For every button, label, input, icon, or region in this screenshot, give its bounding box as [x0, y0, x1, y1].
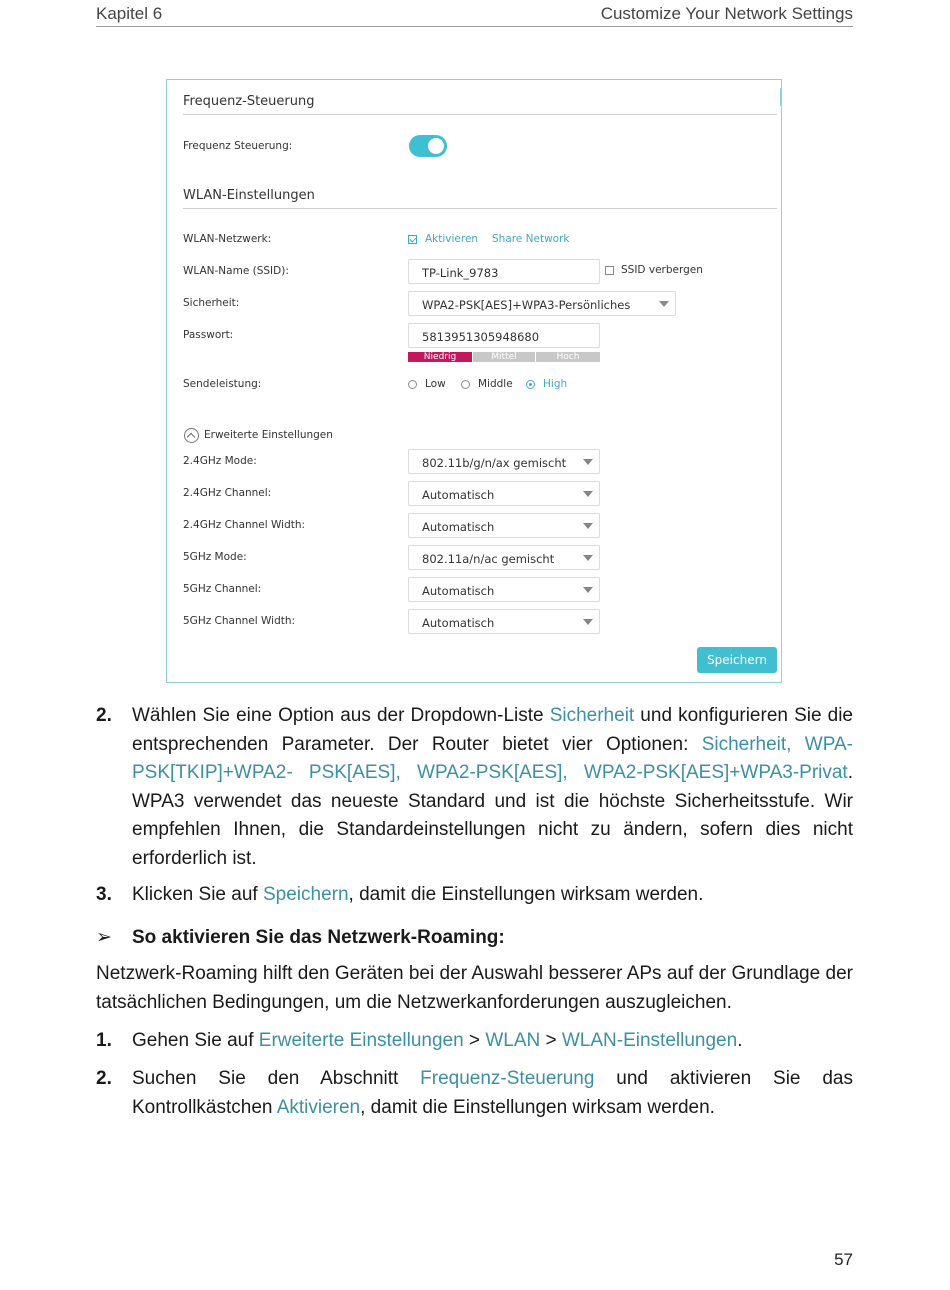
- power-high-label: High: [543, 378, 568, 390]
- step-number: 3.: [96, 884, 112, 905]
- width-5-select[interactable]: [408, 609, 600, 634]
- select-value: Automatisch: [422, 488, 495, 502]
- row-label: 5GHz Channel Width:: [183, 615, 296, 627]
- chevron-down-icon: [583, 459, 593, 465]
- row-label: 2.4GHz Mode:: [183, 455, 257, 467]
- power-high-radio[interactable]: [526, 380, 535, 389]
- strength-weak: Niedrig: [408, 352, 472, 362]
- roaming-paragraph: [96, 960, 853, 1017]
- channel-24-select[interactable]: [408, 481, 600, 506]
- collapse-icon[interactable]: [184, 428, 199, 443]
- ui-term: WLAN: [485, 1030, 541, 1051]
- power-low-radio[interactable]: [408, 380, 417, 389]
- heading-text: So aktivieren Sie das Netzwerk-Roaming:: [132, 927, 505, 948]
- row-label: 2.4GHz Channel:: [183, 487, 272, 499]
- row-label: 5GHz Mode:: [183, 551, 247, 563]
- text-run: >: [463, 1030, 486, 1051]
- router-settings-screenshot: [166, 79, 782, 683]
- section-title-wlan: WLAN-Einstellungen: [183, 188, 777, 209]
- row-label: 5GHz Channel:: [183, 583, 262, 595]
- mode-24-select[interactable]: [408, 449, 600, 474]
- step-number: 1.: [96, 1030, 112, 1051]
- page-header: [96, 2, 853, 27]
- save-button[interactable]: Speichern: [697, 647, 777, 673]
- strength-high: Hoch: [536, 352, 600, 362]
- security-value: WPA2-PSK[AES]+WPA3-Persönliches: [422, 298, 631, 312]
- enable-label[interactable]: Aktivieren: [425, 233, 479, 245]
- step-text: [132, 702, 853, 873]
- frequency-label: Frequenz Steuerung:: [183, 140, 293, 152]
- power-label: Sendeleistung:: [183, 378, 262, 390]
- password-label: Passwort:: [183, 329, 234, 341]
- step-text: [132, 1027, 853, 1056]
- text-run: , damit die Einstellungen wirksam werden.: [348, 884, 704, 905]
- power-low-label: Low: [425, 378, 446, 390]
- password-input[interactable]: 5813951305948680: [408, 323, 600, 348]
- ui-term: WLAN-Einstellungen: [561, 1030, 738, 1051]
- chapter-title: Customize Your Network Settings: [600, 4, 853, 23]
- security-select[interactable]: [408, 291, 676, 316]
- hide-ssid-label: SSID verbergen: [621, 264, 703, 276]
- chevron-down-icon: [583, 523, 593, 529]
- chevron-down-icon: [583, 619, 593, 625]
- text-run: Suchen Sie den Abschnitt: [132, 1068, 421, 1089]
- width-24-select[interactable]: [408, 513, 600, 538]
- panel-edge: [780, 88, 782, 106]
- section-title-frequency: Frequenz-Steuerung: [183, 94, 777, 115]
- ui-term: Erweiterte Einstellungen: [258, 1030, 464, 1051]
- ssid-label: WLAN-Name (SSID):: [183, 265, 289, 277]
- text-run: Wählen Sie eine Option aus der Dropdown-Liste: [132, 705, 550, 726]
- chapter-label: Kapitel 6: [96, 4, 163, 23]
- channel-5-select[interactable]: [408, 577, 600, 602]
- text-run: Klicken Sie auf: [132, 884, 263, 905]
- advanced-toggle-label[interactable]: Erweiterte Einstellungen: [204, 429, 333, 441]
- enable-checkbox[interactable]: [408, 235, 417, 244]
- text-run: Gehen Sie auf: [132, 1030, 259, 1051]
- step-number: 2.: [96, 705, 112, 726]
- ui-term: Aktivieren: [276, 1096, 361, 1118]
- share-network-link[interactable]: Share Network: [492, 233, 570, 245]
- power-middle-label: Middle: [478, 378, 513, 390]
- select-value: 802.11a/n/ac gemischt: [422, 552, 555, 566]
- text-run: , damit die Einstellungen wirksam werden.: [360, 1096, 715, 1118]
- select-value: Automatisch: [422, 616, 495, 630]
- row-label: 2.4GHz Channel Width:: [183, 519, 306, 531]
- select-value: Automatisch: [422, 520, 495, 534]
- frequency-toggle[interactable]: [409, 135, 447, 157]
- chevron-down-icon: [583, 555, 593, 561]
- hide-ssid-checkbox[interactable]: [605, 266, 614, 275]
- ssid-input[interactable]: TP-Link_9783: [408, 259, 600, 284]
- toggle-knob: [428, 138, 444, 154]
- strength-medium: Mittel: [473, 352, 535, 362]
- arrow-bullet-icon: ➢: [96, 927, 112, 948]
- power-middle-radio[interactable]: [461, 380, 470, 389]
- chevron-down-icon: [583, 491, 593, 497]
- page-number: 57: [834, 1250, 853, 1269]
- step-text: [132, 1065, 853, 1122]
- ui-term: Speichern: [262, 884, 349, 905]
- step-number: 2.: [96, 1068, 112, 1089]
- chevron-down-icon: [583, 587, 593, 593]
- ui-term: Sicherheit, WPA-PSK[TKIP]+WPA2- PSK[AES], WPA2-PSK[AES], WPA2-PSK[AES]+WPA3-Privat: [132, 733, 853, 783]
- chevron-down-icon: [659, 301, 669, 307]
- text-run: und aktivieren Sie das Kontrollkästchen: [132, 1068, 853, 1118]
- text-run: und konfigurieren Sie die entsprechenden Parameter. Der Router bietet vier Optionen:: [132, 705, 853, 755]
- ui-term: Sicherheit: [549, 705, 635, 726]
- security-label: Sicherheit:: [183, 297, 240, 309]
- step-text: [132, 881, 853, 910]
- paragraph-text: Netzwerk-Roaming hilft den Geräten bei der Auswahl besserer APs auf der Grundlage der tatsächlichen Bedingungen, um die Netzwerkanforderungen auszugleichen.: [96, 963, 853, 1013]
- network-label: WLAN-Netzwerk:: [183, 233, 272, 245]
- ui-term: Frequenz-Steuerung: [420, 1068, 595, 1089]
- text-run: .: [737, 1030, 743, 1051]
- text-run: >: [540, 1030, 562, 1051]
- select-value: Automatisch: [422, 584, 495, 598]
- mode-5-select[interactable]: [408, 545, 600, 570]
- text-run: . WPA3 verwendet das neueste Standard und ist die höchste Sicherheitsstufe. Wir empfehlen Ihnen, die Standardeinstellungen nicht zu ändern, sofern dies nicht erforderlich ist.: [132, 762, 853, 869]
- select-value: 802.11b/g/n/ax gemischt: [422, 456, 567, 470]
